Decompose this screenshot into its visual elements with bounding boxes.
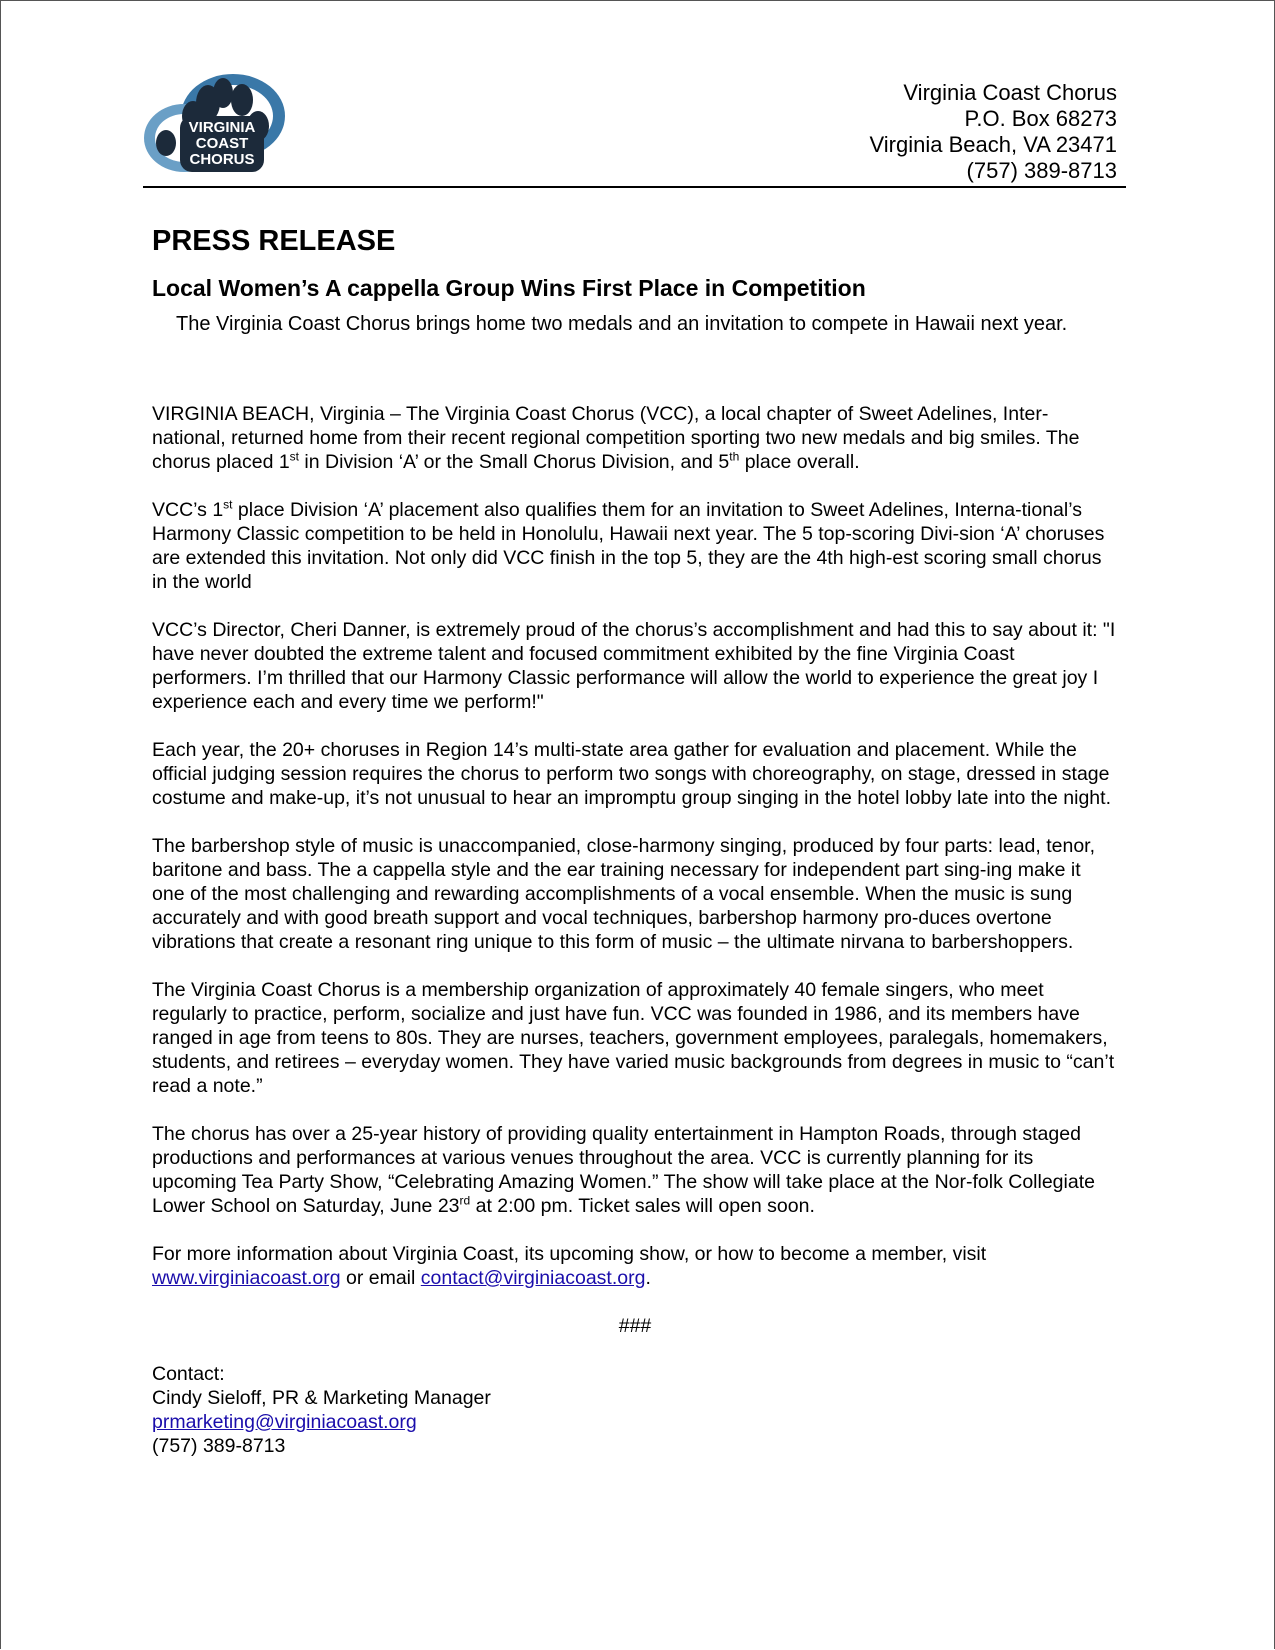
pr-email-link[interactable]: prmarketing@virginiacoast.org [152,1411,417,1433]
end-mark: ### [618,1315,652,1337]
chorus-logo [138,68,288,178]
p2-sup-1: st [223,497,233,512]
headline: Local Women’s A cappella Group Wins First Place in Competition [152,275,866,301]
logo-text-line-1: VIRGINIA [188,119,256,136]
p7-text-a: The chorus has over a 25-year history of providing quality entertainment in Hampton Roads, through staged productions and performances at various venues throughout the area. VCC is currently planning for its upcoming Tea Party Show, “Celebrating Amazing Women.” The show will take place at the Nor-folk Collegiate Lower School on Saturday, June 23 [152,1123,1095,1217]
paragraph-6: The Virginia Coast Chorus is a membership organization of approximately 40 female singers, who meet regularly to practice, perform, socialize and just have fun. VCC was founded in 1986, and its members have ranged in age from teens to 80s. They are nurses, teachers, government employees, paralegals, homemakers, students, and retirees – everyday women. They have varied music backgrounds from degrees in music to “can’t read a note.” [152,979,1115,1097]
p8-text-b: or email [340,1267,421,1289]
paragraph-8 [152,1242,1118,1290]
contact-name: Cindy Sieloff, PR & Marketing Manager [152,1387,491,1409]
logo-text-line-3: CHORUS [189,151,255,168]
p8-text-a: For more information about Virginia Coast, its upcoming show, or how to become a member, visit [152,1243,987,1265]
p1-sup-1: st [289,449,300,464]
p2-text-b: place Division ‘A’ placement also qualifies them for an invitation to Sweet Adelines, Interna-tional’s Harmony Classic competition to be held in Honolulu, Hawaii next year. The 5 top-scoring Divi-sion ‘A’ choruses are extended this invitation. Not only did VCC finish in the top 5, they are the 4th high-est scoring small chorus in the world [152,499,1105,593]
contact-block [152,1362,1118,1458]
address-po-box: P.O. Box 68273 [964,106,1117,131]
address-city: Virginia Beach, VA 23471 [869,132,1117,157]
contact-label: Contact: [152,1363,225,1385]
lead-paragraph: The Virginia Coast Chorus brings home two medals and an invitation to compete in Hawaii next year. [176,313,1068,335]
p1-text-a: VIRGINIA BEACH, Virginia – The Virginia Coast Chorus (VCC), a local chapter of Sweet Adelines, Inter-national, returned home from their recent regional competition sporting two new medals and big smiles. The chorus placed 1 [152,403,1080,473]
press-release-body [152,224,1118,1458]
header-divider [143,186,1126,188]
return-address [870,80,1117,184]
p1-sup-2: th [729,449,740,464]
p7-sup-1: rd [459,1193,471,1208]
page-title: PRESS RELEASE [152,225,396,257]
contact-phone: (757) 389-8713 [152,1435,286,1457]
website-link[interactable]: www.virginiacoast.org [152,1267,341,1289]
paragraph-7 [152,1122,1118,1218]
paragraph-5: The barbershop style of music is unaccompanied, close-harmony singing, produced by four parts: lead, tenor, baritone and bass. The a cappella style and the ear training necessary for independent part sing-ing make it one of the most challenging and rewarding accomplishments of a vocal ensemble. When the music is sung accurately and with good breath support and vocal techniques, barbershop harmony pro-duces overtone vibrations that create a resonant ring unique to this form of music – the ultimate nirvana to barbershoppers. [152,835,1096,953]
p1-text-b: in Division ‘A’ or the Small Chorus Division, and 5 [299,451,730,473]
p8-text-c: . [645,1267,651,1289]
address-org: Virginia Coast Chorus [903,80,1117,105]
paragraph-4: Each year, the 20+ choruses in Region 14’s multi-state area gather for evaluation and placement. While the official judging session requires the chorus to perform two songs with choreography, on stage, dressed in stage costume and make-up, it’s not unusual to hear an impromptu group singing in the hotel lobby late into the night. [152,739,1111,809]
paragraph-3: VCC’s Director, Cheri Danner, is extremely proud of the chorus’s accomplishment and had this to say about it: "I have never doubted the extreme talent and focused commitment exhibited by the fine Virginia Coast performers. I’m thrilled that our Harmony Classic performance will allow the world to experience the great joy I experience each and every time we perform!" [152,619,1116,713]
logo-text-line-2: COAST [195,135,249,152]
p2-text-a: VCC’s 1 [152,499,224,521]
address-phone: (757) 389-8713 [966,158,1117,183]
paragraph-2 [152,498,1118,594]
p1-text-c: place overall. [739,451,860,473]
p7-text-b: at 2:00 pm. Ticket sales will open soon. [470,1195,815,1217]
contact-email-link[interactable]: contact@virginiacoast.org [420,1267,646,1289]
paragraph-1 [152,402,1118,474]
